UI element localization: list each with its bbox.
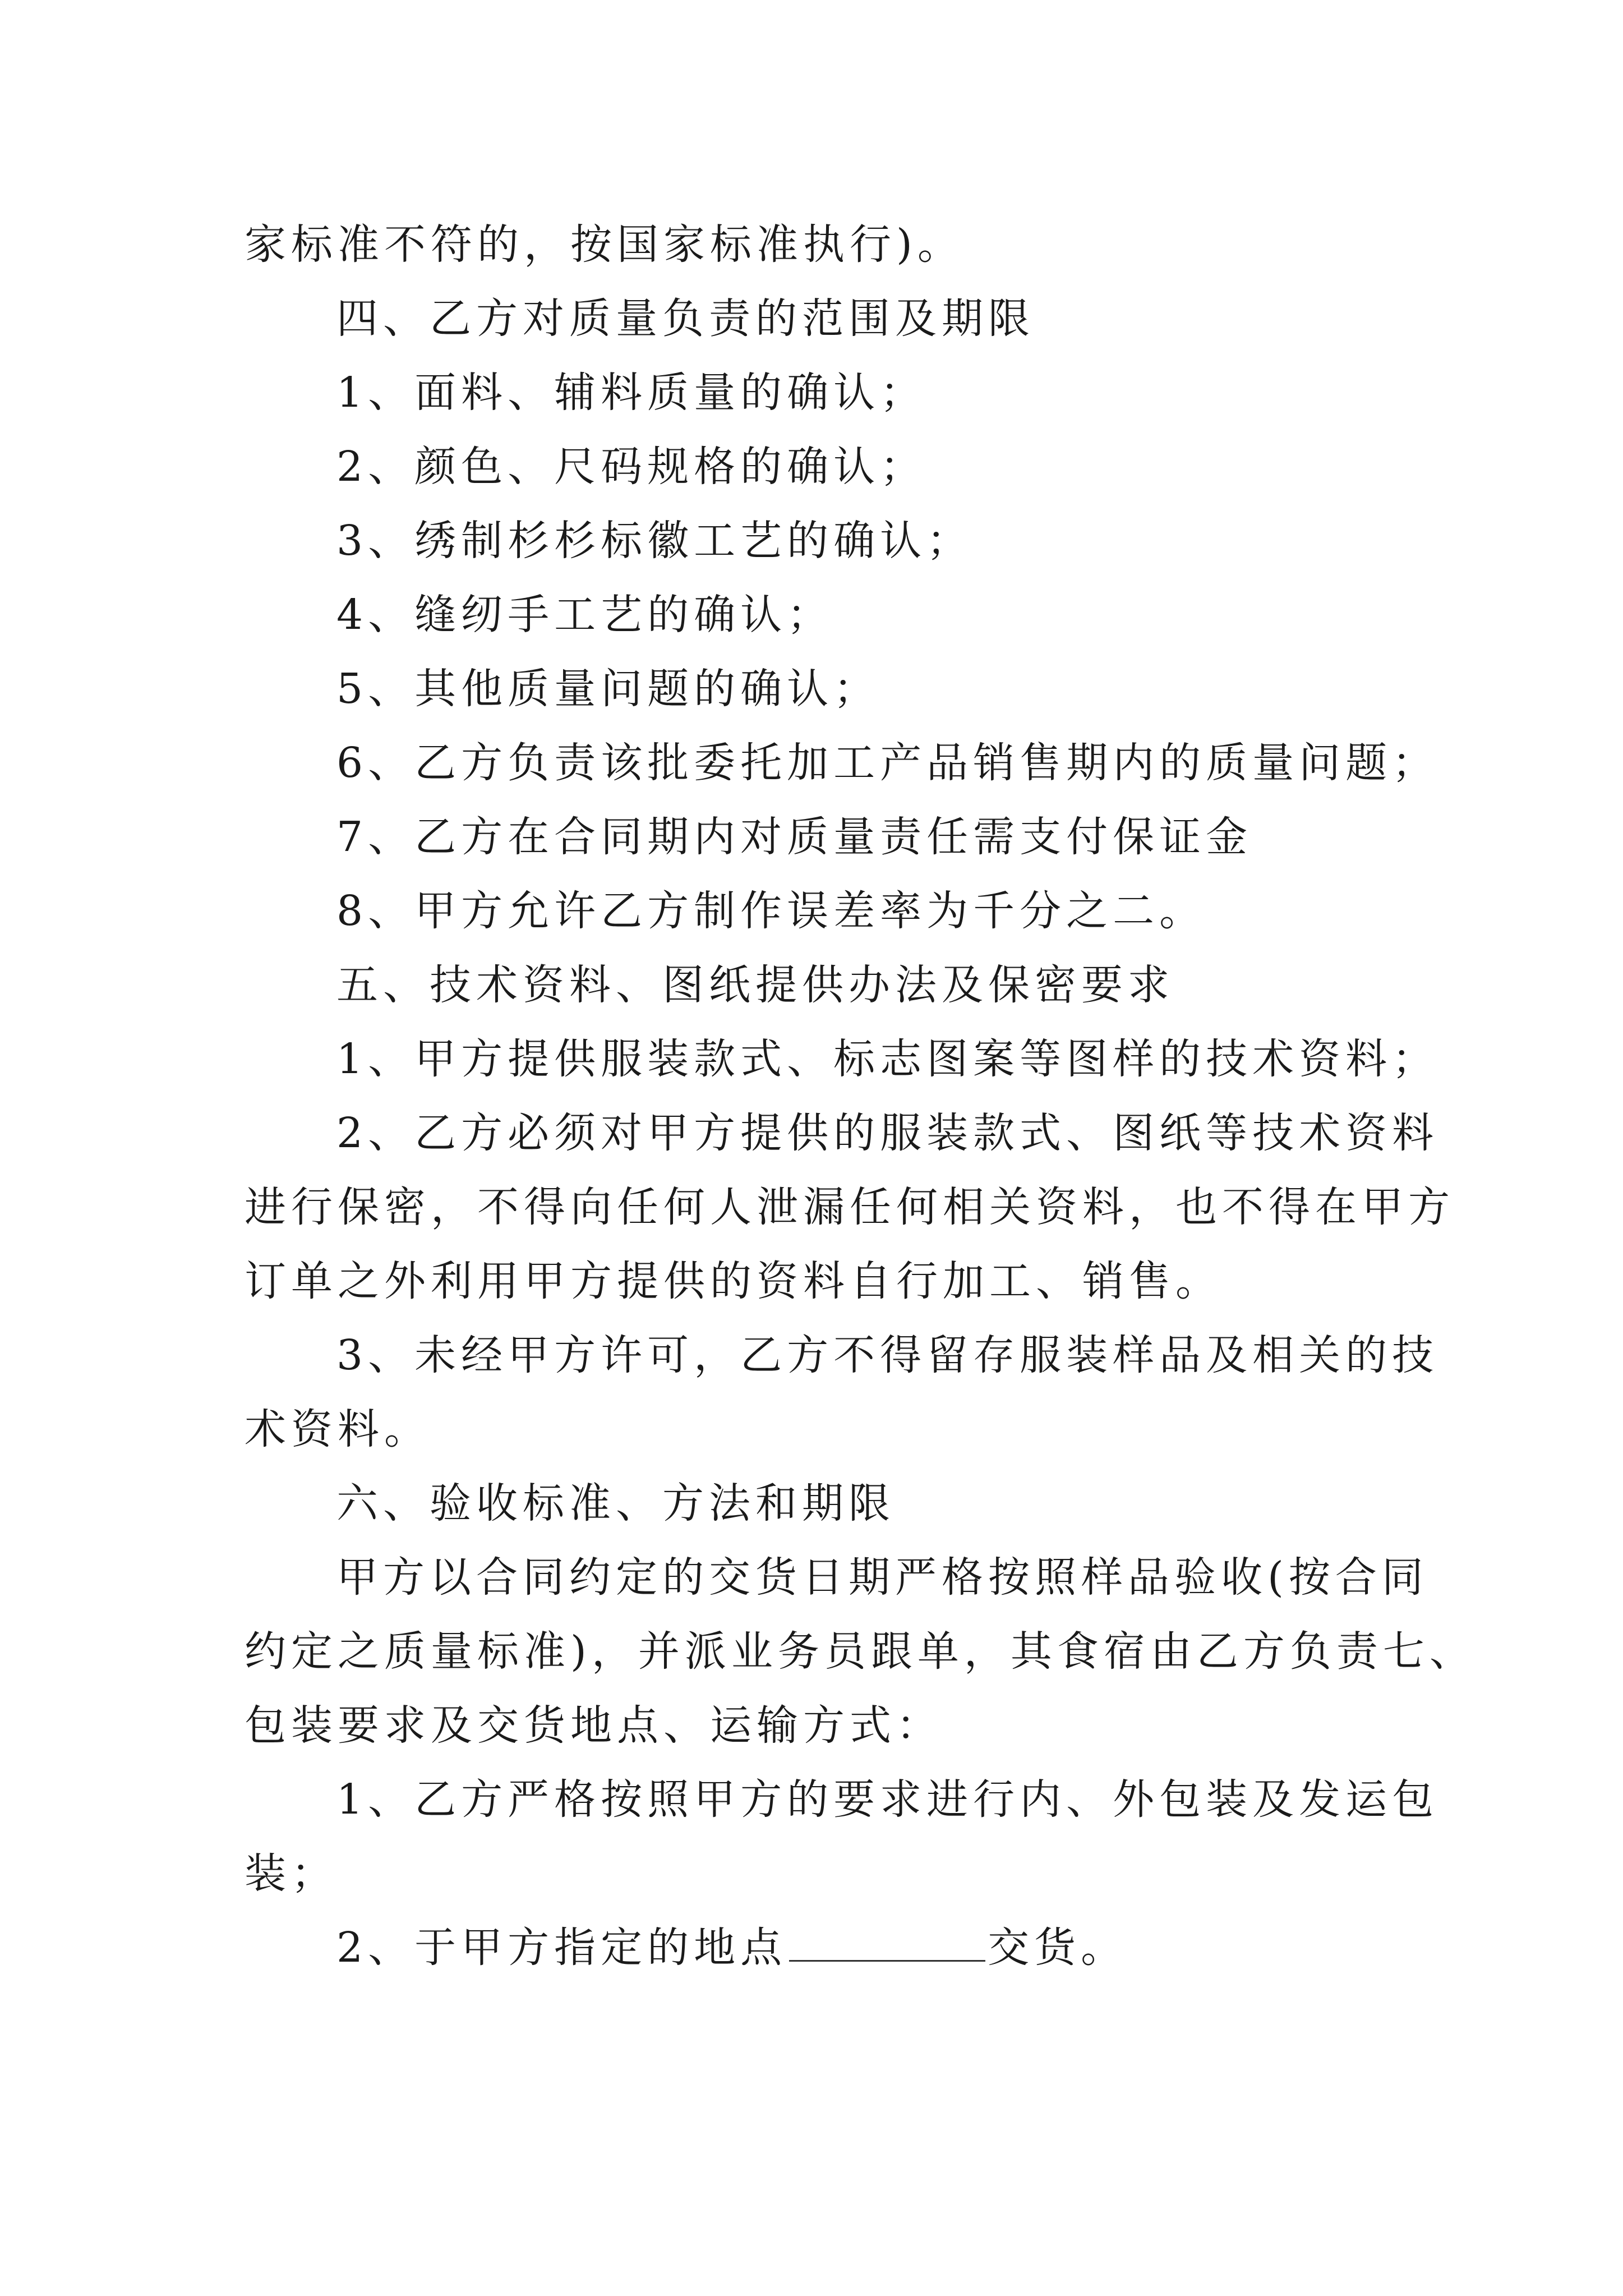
line-10: 8、甲方允许乙方制作误差率为千分之二。 — [336, 887, 1206, 935]
fill-in-blank — [789, 1955, 985, 1962]
line-22: 1、乙方严格按照甲方的要求进行内、外包装及发运包 — [336, 1775, 1439, 1824]
line-15: 订单之外利用甲方提供的资料自行加工、销售。 — [245, 1257, 1222, 1305]
line-16: 3、未经甲方许可，乙方不得留存服装样品及相关的技 — [336, 1331, 1439, 1379]
line-12: 1、甲方提供服装款式、标志图案等图样的技术资料； — [336, 1035, 1439, 1083]
line-24-text-before: 2、于甲方指定的地点 — [336, 1924, 787, 1972]
line-05: 3、绣制杉杉标徽工艺的确认； — [336, 517, 974, 565]
line-24 — [0, 1903, 1127, 1993]
line-23: 装； — [245, 1849, 338, 1898]
line-07: 5、其他质量问题的确认； — [336, 665, 880, 713]
line-04: 2、颜色、尺码规格的确认； — [336, 443, 927, 491]
line-24-text-after: 交货。 — [988, 1924, 1128, 1972]
line-20: 约定之质量标准)，并派业务员跟单，其食宿由乙方负责七、 — [245, 1627, 1476, 1676]
section-heading-5: 五、技术资料、图纸提供办法及保密要求 — [336, 961, 1174, 1009]
section-heading-4: 四、乙方对质量负责的范围及期限 — [336, 295, 1035, 343]
line-14: 进行保密，不得向任何人泄漏任何相关资料，也不得在甲方 — [245, 1183, 1455, 1231]
line-13: 2、乙方必须对甲方提供的服装款式、图纸等技术资料 — [336, 1109, 1439, 1157]
line-21: 包装要求及交货地点、运输方式： — [245, 1701, 943, 1750]
section-heading-6: 六、验收标准、方法和期限 — [336, 1479, 895, 1527]
line-03: 1、面料、辅料质量的确认； — [336, 369, 927, 417]
line-09: 7、乙方在合同期内对质量责任需支付保证金 — [336, 813, 1253, 861]
line-01: 家标准不符的，按国家标准执行)。 — [245, 220, 964, 269]
line-08: 6、乙方负责该批委托加工产品销售期内的质量问题； — [336, 739, 1439, 787]
line-17: 术资料。 — [245, 1405, 431, 1453]
line-06: 4、缝纫手工艺的确认； — [336, 591, 834, 639]
line-19: 甲方以合同约定的交货日期严格按照样品验收(按合同 — [336, 1553, 1428, 1602]
